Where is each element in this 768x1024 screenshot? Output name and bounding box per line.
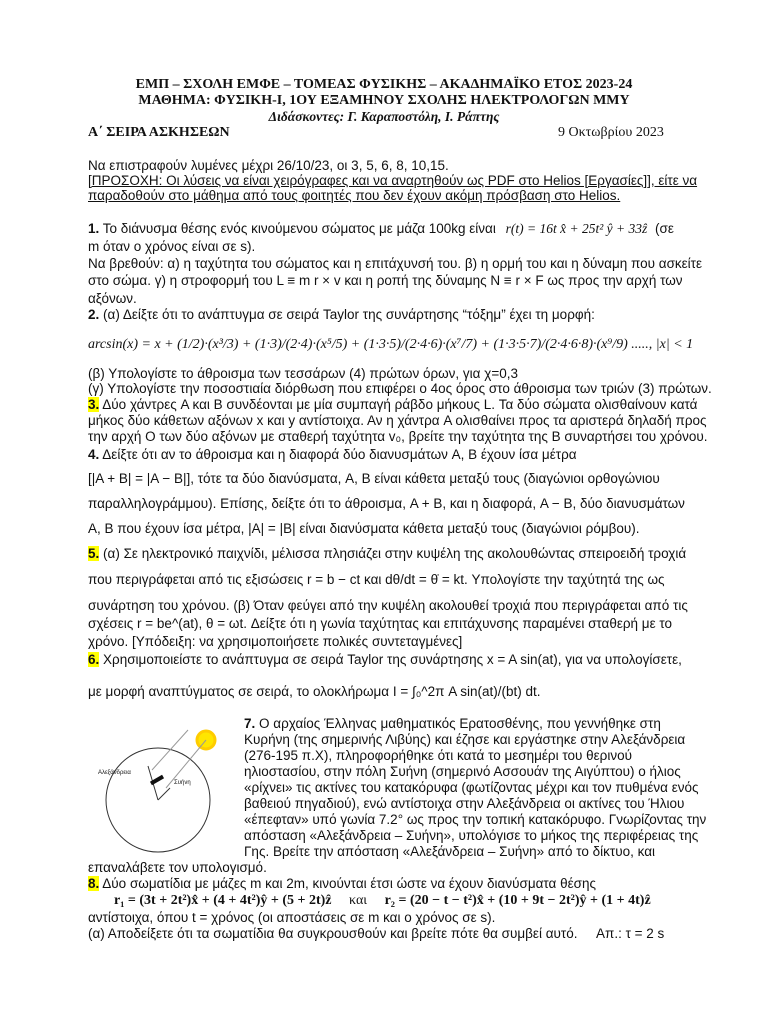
problem-4-text: Δείξτε ότι αν το άθροισμα και η διαφορά δύο διανυσμάτων A, B έχουν ίσα μέτρα xyxy=(102,447,577,462)
problem-1-line-2: m όταν ο χρόνος είναι σε s). xyxy=(88,239,256,254)
problem-4-line-2: [|A + B| = |A − B|], τότε τα δύο διανύσματα, A, B είναι κάθετα μεταξύ τους (διαγώνιοι ορθογώνιου xyxy=(88,471,660,486)
problem-7-number: 7. xyxy=(244,716,256,731)
problem-2-number: 2. xyxy=(88,307,100,322)
problem-6-line-2: με μορφή αναπτύγματος σε σειρά, το ολοκλήρωμα I = ∫₀^2π A sin(at)/(bt) dt. xyxy=(88,684,541,699)
header-course xyxy=(0,93,768,109)
problem-1-line-4: στο σώμα. γ) η στροφορμή του L ≡ m r × v και η ροπή της δύναμης N ≡ r × F ως προς την αρχή των xyxy=(88,273,683,288)
position-vectors-line xyxy=(114,893,714,909)
problem-5-line-2: που περιγράφεται από τις εξισώσεις r = b − ct και dθ/dt = θ̇ = kt. Υπολογίστε την ταχύτητά της ως xyxy=(88,572,665,587)
problem-3-line-1 xyxy=(88,397,698,413)
return-instructions: Να επιστραφούν λυμένες μέχρι 26/10/23, οι 3, 5, 6, 8, 10,15. xyxy=(88,158,449,173)
arcsin-series-formula xyxy=(88,337,694,353)
problem-7-line-8: απόσταση «Αλεξάνδρεια – Συήνη», υπολόγισε το μήκος της περιφέρειας της xyxy=(244,828,699,843)
problem-3-line-2: μήκος δύο κάθετων αξόνων x και y αντίστοιχα. Αν η χάντρα A ολισθαίνει προς τα αριστερά δηλαδή προς xyxy=(88,413,707,428)
problem-2-text: (α) Δείξτε ότι το ανάπτυγμα σε σειρά Taylor της συνάρτησης “τόξημ” έχει τη μορφή: xyxy=(103,307,595,322)
problem-2-line-1 xyxy=(88,307,688,323)
problem-7-line-5: «ρίχνει» τις ακτίνες του κατακόρυφα (φωτίζοντας μέχρι και τον πυθμένα ενός xyxy=(244,780,699,795)
notice-line-1: [ΠΡΟΣΟΧΗ: Οι λύσεις να είναι χειρόγραφες και να αναρτηθούν ως PDF στο Helios [Εργασίες]], είτε να xyxy=(88,173,698,188)
problem-7-line-1 xyxy=(244,716,688,732)
problem-6-text: Χρησιμοποιείστε το ανάπτυγμα σε σειρά Taylor της συνάρτησης x = A sin(at), για να υπολογίσετε, xyxy=(103,652,682,667)
problem-7-line-3: (276-195 π.Χ), πληροφορήθηκε ότι κατά το μεσημέρι του θερινού xyxy=(244,748,632,763)
problem-5-line-5: χρόνο. [Υπόδειξη: να χρησιμοποιήσετε πολικές συντεταγμένες] xyxy=(88,634,463,649)
problem-5-line-4: σχέσεις r = be^(at), θ = ωt. Δείξτε ότι η γωνία ταχύτητας και επιτάχυνσης παραμένει σταθερή με το xyxy=(88,616,673,631)
label-alexandria: Αλεξάνδρεια xyxy=(98,770,131,776)
position-vector-formula: r(t) = 16t x̂ + 25t² ŷ + 33ẑ xyxy=(505,221,648,236)
problem-1-line-3: Να βρεθούν: α) η ταχύτητα του σώματος και η επιτάχυνσή του. β) η ορμή του και η δύναμη που ασκείτε xyxy=(88,256,703,271)
problem-7-line-6: βαθειού πηγαδιού), ενώ αντίστοιχα στην Αλεξάνδρεια οι ακτίνες του Ήλιου xyxy=(244,796,685,811)
header-instructors: Διδάσκοντες: Γ. Καραποστόλη, Ι. Ράπτης xyxy=(268,109,500,124)
r1-formula: r₁ = (3t + 2t²)x̂ + (4 + 4t²)ŷ + (5 + 2t)ẑ xyxy=(114,893,332,908)
arcsin-series-text: arcsin(x) = x + (1/2)·(x³/3) + (1·3)/(2·4)·(x⁵/5) + (1·3·5)/(2·4·6)·(x⁷/7) + (1·3·5·7)/(2·4·6·8)·(x⁹/9) ....., |x| < 1 xyxy=(88,337,694,352)
problem-1-line-5: αξόνων. xyxy=(88,291,137,306)
problem-4-line-4: A, B που έχουν ίσα μέτρα, |A| = |B| είναι διανύσματα κάθετα μεταξύ τους (διαγώνιοι ρόμβου). xyxy=(88,521,640,536)
problem-7-line-9: Γης. Βρείτε την απόσταση «Αλεξάνδρεια – Συήνη» από το δίκτυο, και xyxy=(244,844,656,859)
series-title: Α΄ ΣΕΙΡΑ ΑΣΚΗΣΕΩΝ xyxy=(88,125,230,140)
problem-3-line-3: την αρχή O των δύο αξόνων με σταθερή ταχύτητα v₀, βρείτε την ταχύτητα της B συναρτήσει του χρόνου. xyxy=(88,429,708,444)
problem-8-line-2: αντίστοιχα, όπου t = χρόνος (οι αποστάσεις σε m και ο χρόνος σε s). xyxy=(88,910,496,925)
problem-3-text: Δύο χάντρες A και B συνδέονται με μία συμπαγή ράβδο μήκους L. Τα δύο σώματα ολισθαίνουν κατά xyxy=(102,397,698,412)
problem-5-number: 5. xyxy=(88,546,100,561)
problem-1-number: 1. xyxy=(88,221,100,236)
problem-2-line-2: (β) Υπολογίστε το άθροισμα των τεσσάρων (4) πρώτων όρων, για χ=0,3 xyxy=(88,366,518,381)
problem-7-line-7: «έπεφταν» υπό γωνία 7.2° ως προς την τοπική κατακόρυφο. Γνωρίζοντας την xyxy=(244,812,707,827)
problem-5-text: (α) Σε ηλεκτρονικό παιχνίδι, μέλισσα πλησιάζει στην κυψέλη της ακολουθώντας σπειροειδή τροχιά xyxy=(103,546,687,561)
problem-8-line-1 xyxy=(88,876,688,892)
problem-8-number: 8. xyxy=(88,876,100,891)
problem-5-line-3: συνάρτηση του χρόνου. (β) Όταν φεύγει από την κυψέλη ακολουθεί τροχιά που περιγράφεται από τις xyxy=(88,598,688,613)
problem-7-text: Ο αρχαίος Έλληνας μαθηματικός Ερατοσθένης, που γεννήθηκε στη xyxy=(259,716,661,731)
and-word: και xyxy=(349,893,368,908)
problem-1-text-cont: (σε xyxy=(655,221,674,236)
problem-2-line-3: (γ) Υπολογίστε την ποσοστιαία διόρθωση που επιφέρει ο 4ος όρος στο άθροισμα των τριών (3) πρώτων. xyxy=(88,381,712,396)
document-date: 9 Οκτωβρίου 2023 xyxy=(558,125,664,140)
problem-8-line-3: (α) Αποδείξετε ότι τα σωματίδια θα συγκρουσθούν και βρείτε πότε θα συμβεί αυτό. xyxy=(88,926,578,941)
header-institution: ΕΜΠ – ΣΧΟΛΗ ΕΜΦΕ – ΤΟΜΕΑΣ ΦΥΣΙΚΗΣ – ΑΚΑΔΗΜΑΪΚΟ ΕΤΟΣ 2023-24 xyxy=(135,77,633,92)
problem-4-number: 4. xyxy=(88,447,100,462)
problem-7-line-2: Κυρήνη (της σημερινής Λιβύης) και έζησε και εργάστηκε στην Αλεξάνδρεια xyxy=(244,732,686,747)
problem-7-line-10: επαναλάβετε τον υπολογισμό. xyxy=(88,860,267,875)
problem-4-line-1 xyxy=(88,447,688,463)
problem-1-text: Το διάνυσμα θέσης ενός κινούμενου σώματος με μάζα 100kg είναι xyxy=(102,221,496,236)
notice-line-2: παραδοθούν στο μάθημα από τους φοιτητές που δεν έχουν ακόμη πρόσβαση στο Helios. xyxy=(88,188,621,203)
header-course-text: ΜΑΘΗΜΑ: ΦΥΣΙΚΗ-Ι, 1ΟΥ ΕΞΑΜΗΝΟΥ ΣΧΟΛΗΣ ΗΛΕΚΤΡΟΛΟΓΩΝ ΜΜΥ xyxy=(138,93,630,108)
problem-4-line-3: παραλληλογράμμου). Επίσης, δείξτε ότι το άθροισμα, A + B, και η διαφορά, A − B, δύο διανυσμάτων xyxy=(88,496,685,511)
eratosthenes-figure xyxy=(88,718,238,858)
problem-6-line-1 xyxy=(88,652,688,668)
problem-6-number: 6. xyxy=(88,652,100,667)
problem-8-answer: Απ.: τ = 2 s xyxy=(596,926,665,941)
problem-1-line-1 xyxy=(88,221,688,237)
r2-formula: r₂ = (20 − t − t²)x̂ + (10 + 9t − 2t²)ŷ + (1 + 4t)ẑ xyxy=(384,893,651,908)
problem-3-number: 3. xyxy=(88,397,100,412)
problem-7-line-4: ηλιοστασίου, στην πόλη Συήνη (σημερινό Ασσουάν της Αιγύπτου) ο ήλιος xyxy=(244,764,681,779)
label-syene: Συήνη xyxy=(174,780,191,786)
problem-8-text: Δύο σωματίδια με μάζες m και 2m, κινούνται έτσι ώστε να έχουν διανύσματα θέσης xyxy=(102,876,596,891)
problem-5-line-1 xyxy=(88,546,688,562)
